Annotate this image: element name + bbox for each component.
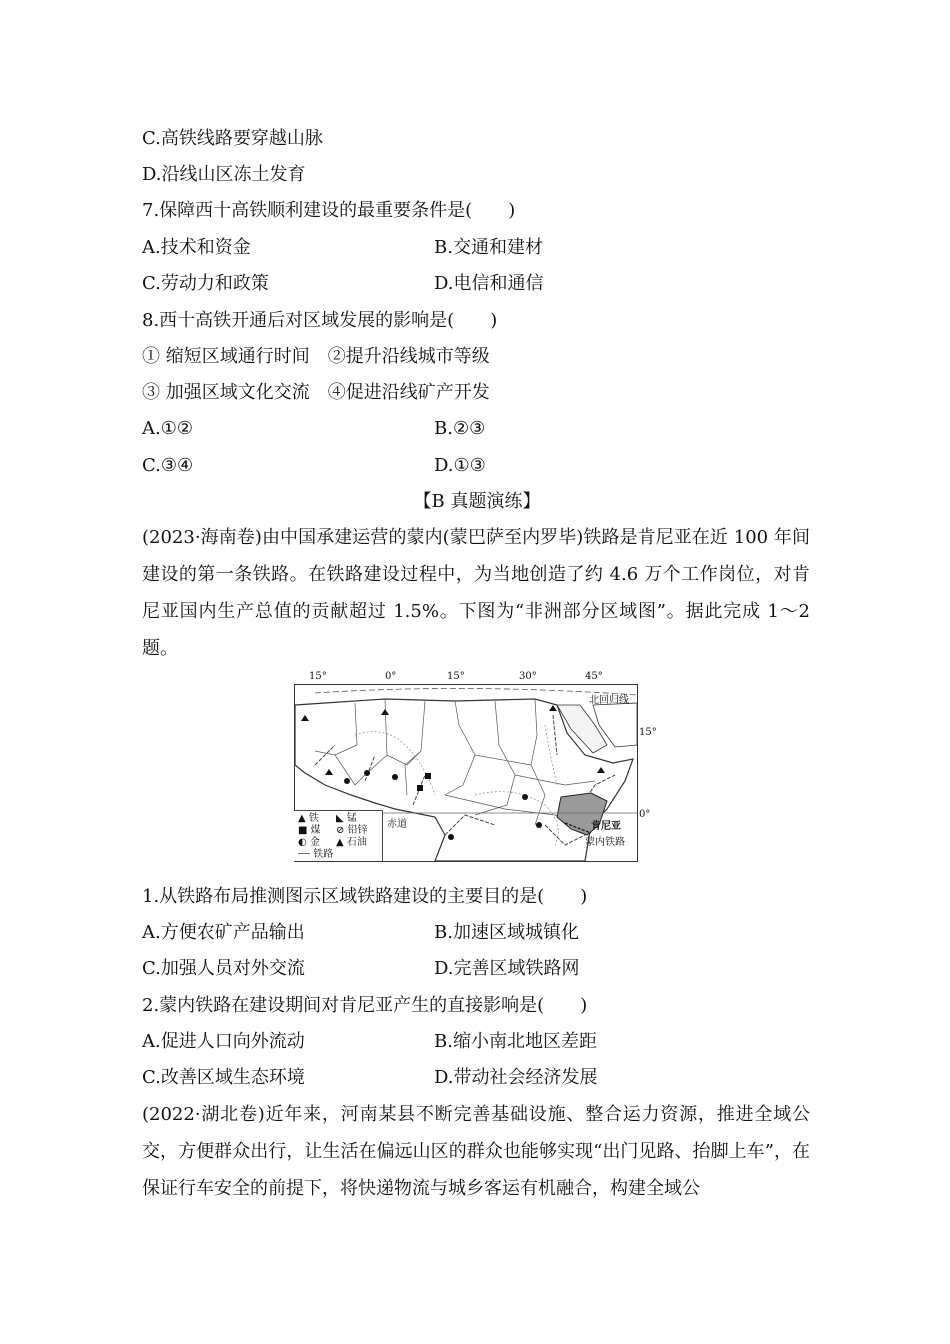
q2-option-a: A.促进人口向外流动 bbox=[142, 1031, 305, 1052]
q2-option-c: C.改善区域生态环境 bbox=[142, 1067, 305, 1088]
coal-icon bbox=[417, 785, 423, 791]
q8-option-a: A.①② bbox=[142, 418, 193, 439]
tropic-label: 北回归线 bbox=[589, 695, 629, 706]
option-d-prev: D.沿线山区冻土发育 bbox=[142, 164, 306, 185]
q7-option-c: C.劳动力和政策 bbox=[142, 273, 269, 294]
gold-icon bbox=[536, 822, 542, 828]
legend-lead-zinc: ⊘ 铅锌 bbox=[336, 825, 368, 836]
q8-option-c: C.③④ bbox=[142, 455, 194, 476]
passage-2022: (2022·湖北卷)近年来，河南某县不断完善基础设施、整合运力资源，推进全域公交，方便群众出行，让生活在偏远山区的群众也能够实现“出门见路、抬脚上车”，在保证行车安全的前提下，将快递物流与城乡客运有机融合，构建全域公 bbox=[142, 1104, 810, 1199]
question-1-stem: 1.从铁路布局推测图示区域铁路建设的主要目的是( ) bbox=[142, 886, 588, 907]
q1-option-b: B.加速区域城镇化 bbox=[434, 922, 579, 943]
legend-oil: ▲ 石油 bbox=[336, 837, 367, 848]
legend-manganese: ◣ 锰 bbox=[336, 813, 357, 824]
gold-icon bbox=[522, 794, 528, 800]
q1-option-a: A.方便农矿产品输出 bbox=[142, 922, 305, 943]
lat-label: 15° bbox=[639, 727, 657, 738]
legend-railway: ┄┄ 铁路 bbox=[298, 849, 334, 860]
gold-icon bbox=[448, 834, 454, 840]
lat-label: 0° bbox=[639, 809, 651, 820]
lon-label: 0° bbox=[385, 671, 397, 682]
gold-icon bbox=[392, 774, 398, 780]
legend-gold: ◐ 金 bbox=[298, 837, 320, 848]
gold-icon bbox=[364, 770, 370, 776]
q7-option-d: D.电信和通信 bbox=[434, 273, 544, 294]
legend-iron: ▲ 铁 bbox=[298, 813, 319, 824]
lon-label: 15° bbox=[309, 671, 327, 682]
q2-option-b: B.缩小南北地区差距 bbox=[434, 1031, 597, 1052]
question-8-stem: 8.西十高铁开通后对区域发展的影响是( ) bbox=[142, 310, 498, 331]
q8-item-1: ① 缩短区域通行时间 ②提升沿线城市等级 bbox=[142, 346, 490, 367]
equator-label: 赤道 bbox=[387, 819, 407, 830]
lon-label: 15° bbox=[447, 671, 465, 682]
question-7-stem: 7.保障西十高铁顺利建设的最重要条件是( ) bbox=[142, 200, 516, 221]
q1-option-d: D.完善区域铁路网 bbox=[434, 958, 580, 979]
map-legend bbox=[294, 810, 383, 861]
question-2-stem: 2.蒙内铁路在建设期间对肯尼亚产生的直接影响是( ) bbox=[142, 995, 588, 1016]
q7-option-a: A.技术和资金 bbox=[142, 237, 251, 258]
q7-option-b: B.交通和建材 bbox=[434, 237, 543, 258]
q8-option-d: D.①③ bbox=[434, 455, 486, 476]
lon-label: 30° bbox=[519, 671, 537, 682]
lon-label: 45° bbox=[585, 671, 603, 682]
railway-name-label: 蒙内铁路 bbox=[585, 837, 625, 848]
gold-icon bbox=[344, 778, 350, 784]
kenya-label: 肯尼亚 bbox=[591, 821, 621, 832]
q2-option-d: D.带动社会经济发展 bbox=[434, 1067, 598, 1088]
option-c-prev: C.高铁线路要穿越山脉 bbox=[142, 128, 323, 149]
q1-option-c: C.加强人员对外交流 bbox=[142, 958, 305, 979]
coal-icon bbox=[425, 773, 431, 779]
legend-coal: ■ 煤 bbox=[298, 825, 321, 836]
q8-item-2: ③ 加强区域文化交流 ④促进沿线矿产开发 bbox=[142, 382, 490, 403]
passage-2023: (2023·海南卷)由中国承建运营的蒙内(蒙巴萨至内罗毕)铁路是肯尼亚在近 100 年间建设的第一条铁路。在铁路建设过程中，为当地创造了约 4.6 万个工作岗位，对肯尼亚国内生产总值的贡献超过 1.5%。下图为“非洲部分区域图”。据此完成 1～2 题。 bbox=[142, 527, 810, 659]
q8-option-b: B.②③ bbox=[434, 418, 486, 439]
section-heading: 【B 真题演练】 bbox=[413, 491, 541, 512]
